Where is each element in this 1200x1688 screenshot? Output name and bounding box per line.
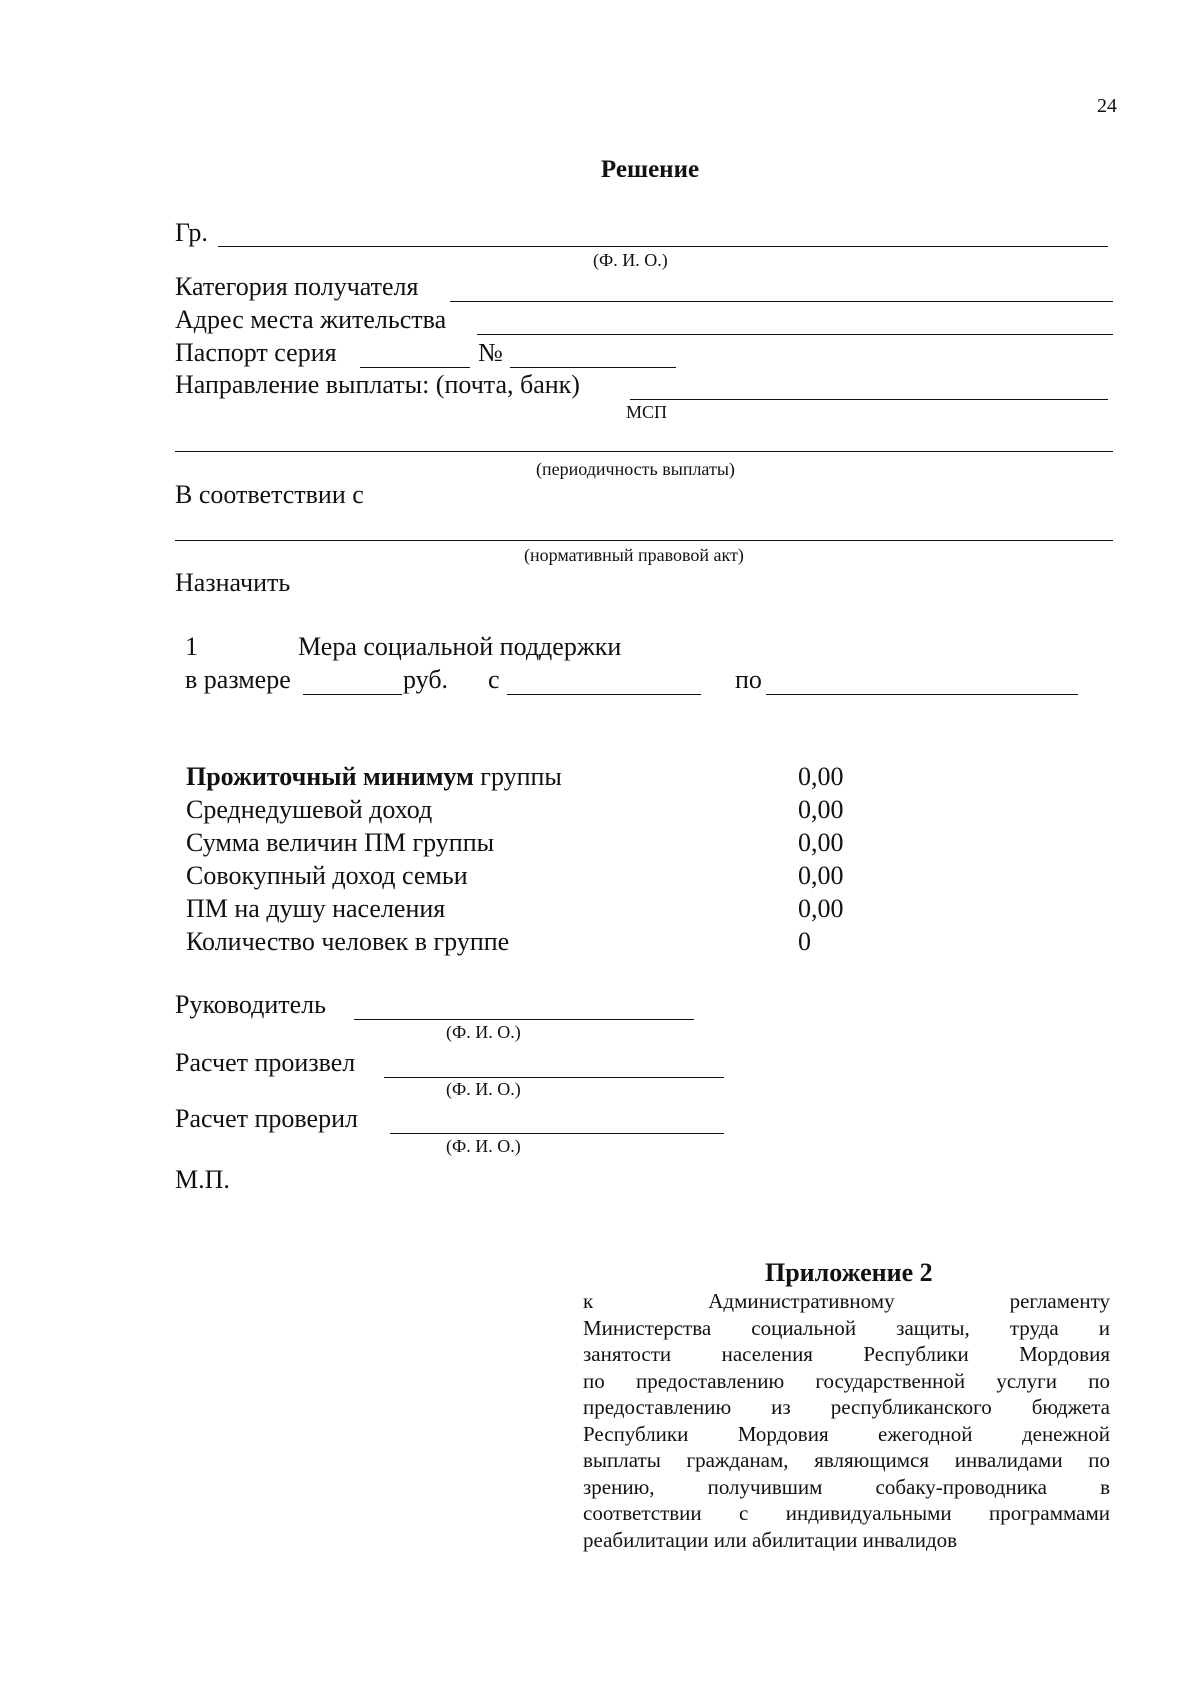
appendix-line: занятости населения Республики Мордовия <box>583 1342 1110 1366</box>
indicator-label: Количество человек в группе <box>186 927 510 956</box>
stamp-label: М.П. <box>175 1165 230 1194</box>
calculated-fio-caption: (Ф. И. О.) <box>446 1079 521 1099</box>
periodicity-line <box>175 451 1113 452</box>
indicator-value: 0,00 <box>798 828 844 857</box>
from-date-line <box>507 694 701 695</box>
indicator-value: 0,00 <box>798 795 844 824</box>
indicator-value: 0,00 <box>798 861 844 890</box>
passport-series-line <box>360 367 470 368</box>
indicator-label-rest: группы <box>473 762 562 791</box>
amount-line <box>303 694 402 695</box>
appendix-line: предоставлению из республиканского бюджета <box>583 1395 1110 1419</box>
checked-label: Расчет проверил <box>175 1104 358 1133</box>
assign-label: Назначить <box>175 568 291 597</box>
appendix-line: к Административному регламенту <box>583 1289 1110 1313</box>
payment-direction-label: Направление выплаты: (почта, банк) <box>175 370 580 399</box>
indicator-value: 0,00 <box>798 762 844 791</box>
amount-label: в размере <box>185 665 291 694</box>
indicator-value: 0 <box>798 927 811 956</box>
passport-number-line <box>510 367 676 368</box>
legal-act-caption: (нормативный правовой акт) <box>524 545 744 565</box>
accordance-label: В соответствии с <box>175 480 364 509</box>
appendix-title: Приложение 2 <box>765 1258 933 1287</box>
appendix-line: реабилитации или абилитации инвалидов <box>583 1527 958 1552</box>
calculated-signature-line <box>384 1077 724 1078</box>
indicator-value: 0,00 <box>798 894 844 923</box>
calculated-label: Расчет произвел <box>175 1048 356 1077</box>
head-label: Руководитель <box>175 990 326 1019</box>
to-date-line <box>766 694 1078 695</box>
checked-signature-line <box>390 1133 724 1134</box>
appendix-text <box>583 1288 1110 1553</box>
head-signature-line <box>354 1019 694 1020</box>
citizen-fio-caption: (Ф. И. О.) <box>593 250 668 270</box>
citizen-fio-line <box>218 246 1108 247</box>
to-label: по <box>735 665 762 694</box>
appendix-line: по предоставлению государственной услуги по <box>583 1368 1110 1393</box>
measure-label: Мера социальной поддержки <box>298 632 622 661</box>
passport-label: Паспорт серия <box>175 338 337 367</box>
appendix-line: зрению, получившим собаку-проводника в <box>583 1474 1110 1499</box>
payment-direction-line <box>630 399 1108 400</box>
legal-act-line <box>175 540 1113 541</box>
category-line <box>450 301 1113 302</box>
from-label: с <box>488 665 500 694</box>
address-label: Адрес места жительства <box>175 305 447 334</box>
appendix-line: выплаты гражданам, являющимся инвалидами по <box>583 1448 1110 1472</box>
head-fio-caption: (Ф. И. О.) <box>446 1022 521 1042</box>
appendix-line: Министерства социальной защиты, труда и <box>583 1315 1110 1340</box>
address-line <box>477 334 1113 335</box>
periodicity-caption: (периодичность выплаты) <box>536 459 735 479</box>
indicator-label: Среднедушевой доход <box>186 795 433 824</box>
appendix-line: Республики Мордовия ежегодной денежной <box>583 1421 1110 1446</box>
appendix-line: соответствии с индивидуальными программами <box>583 1501 1110 1525</box>
category-label: Категория получателя <box>175 272 419 301</box>
indicator-label-bold: Прожиточный минимум <box>186 762 474 791</box>
measure-number: 1 <box>185 632 198 661</box>
document-title: Решение <box>600 156 700 183</box>
page-number: 24 <box>1097 95 1117 117</box>
msp-caption: МСП <box>626 402 668 422</box>
indicator-label: Сумма величин ПМ группы <box>186 828 495 857</box>
indicator-label <box>186 762 562 792</box>
checked-fio-caption: (Ф. И. О.) <box>446 1136 521 1156</box>
passport-number-label: № <box>478 338 503 367</box>
currency-label: руб. <box>403 665 449 694</box>
indicator-label: Совокупный доход семьи <box>186 861 468 890</box>
citizen-label: Гр. <box>175 218 208 247</box>
indicator-label: ПМ на душу населения <box>186 894 446 923</box>
